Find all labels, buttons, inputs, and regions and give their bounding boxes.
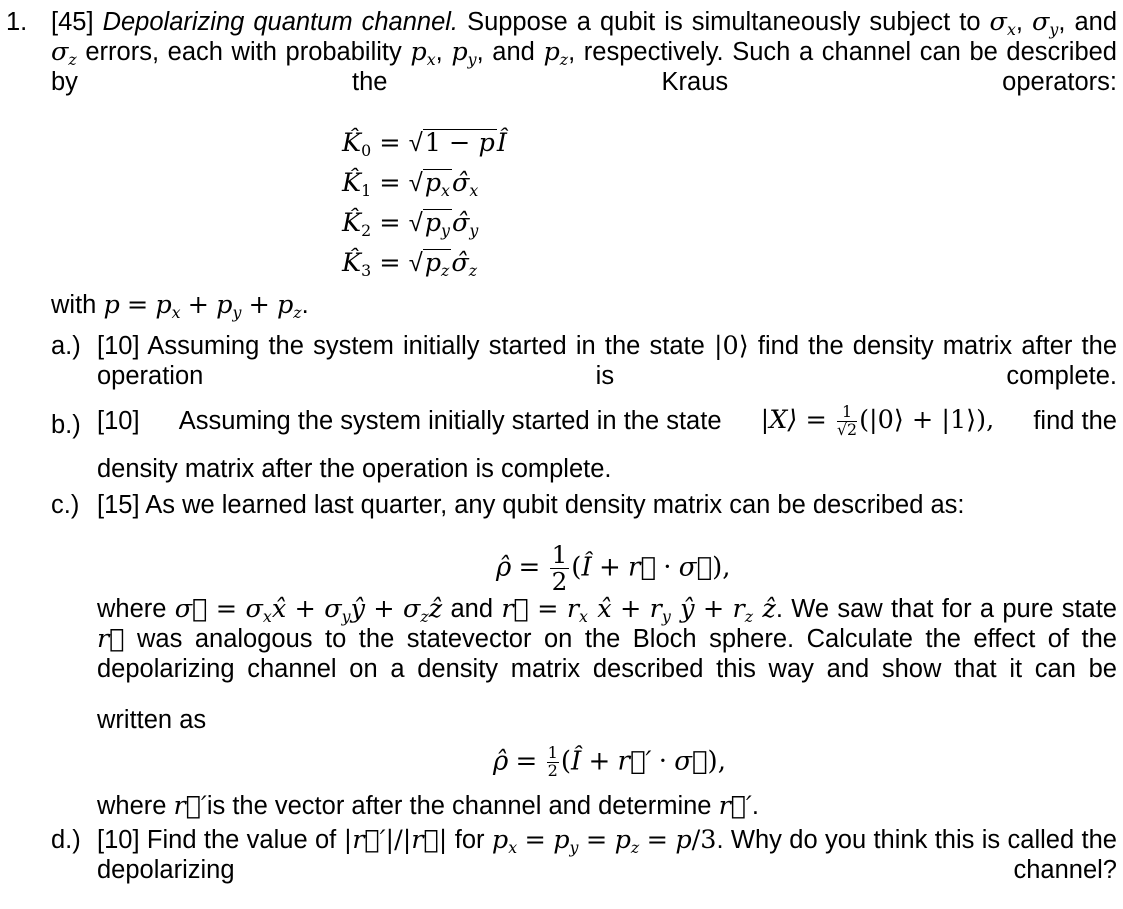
part-c-text: [15] As we learned last quarter, any qubit density matrix can be described as: bbox=[97, 491, 965, 519]
part-c-where2: where r⃗′is the vector after the channel and determine r⃗′. bbox=[97, 791, 759, 821]
problem-points: [45] bbox=[51, 8, 94, 36]
part-c-label: c.) bbox=[51, 491, 80, 519]
problem-title: Depolarizing quantum channel. bbox=[102, 8, 459, 36]
kraus-k3: $K̂_3$ = $√p_z\sigmâ_z$ bbox=[342, 248, 478, 281]
part-c-where1: where σ⃗ = $\sigma_xx̂$ + $\sigma_yŷ$ + $\sigma_zẑ$ and r⃗ = $r_x$ x̂ + $r_y$ ŷ + $r_z$ ẑ. We saw that for a pure state r⃗ was analogous to the statevector on the Bloch sphere. Calculate the effect of the depolarizing channel on a density matrix described this way and show that it can be bbox=[97, 594, 1117, 683]
part-a-label: a.) bbox=[51, 332, 81, 360]
problem-intro bbox=[51, 7, 1117, 97]
part-b-points: [10] bbox=[97, 407, 140, 436]
part-c-written-as: written as bbox=[97, 706, 207, 734]
part-a-text: [10] Assuming the system initially started in the state |0⟩ find the density matrix after the operation is complete. bbox=[97, 331, 1118, 390]
part-d-text: [10] Find the value of |r⃗′|/|r⃗| for $p_x = p_y = p_z = p/3$. Why do you think this is called the depolarizing channel? bbox=[97, 825, 1117, 884]
equation-rho-1: ρ̂ = $\frac{1}{2}$ (Î + r⃗ · σ⃗), bbox=[496, 540, 731, 596]
part-b-state: |X⟩ = $\frac{1}{√2}$ (|0⟩ + |1⟩), bbox=[760, 402, 995, 439]
part-b-prefix: Assuming the system initially started in the state bbox=[178, 407, 722, 436]
equation-rho-2: ρ̂ = $\frac{1}{2}$ (Î + r⃗′ · σ⃗), bbox=[493, 743, 726, 780]
with-p-line: with $p = p_x + p_y + p_z$. bbox=[51, 290, 309, 323]
part-b-line2: density matrix after the operation is complete. bbox=[97, 455, 612, 483]
part-b-label: b.) bbox=[51, 411, 81, 439]
kraus-k1: $K̂_1$ = $√p_x\sigmâ_x$ bbox=[342, 168, 479, 201]
part-d-label: d.) bbox=[51, 826, 81, 854]
kraus-k2: $K̂_2$ = $√p_y\sigmâ_y$ bbox=[342, 208, 479, 241]
problem-number: 1. bbox=[6, 8, 28, 36]
part-b-line1: [10] Assuming the system initially started in the state |X⟩ = $\frac{1}{√2}$ (|0⟩ + |1⟩), find the bbox=[97, 402, 1117, 439]
problem-intro-text: Suppose a qubit is simultaneously subject to $\sigma_x$, $\sigma_y$, and $\sigma_z$ errors, each with probability $p_x$, $p_y$, and $p_z$, respectively. Such a channel can be described by the Kraus operators: bbox=[51, 7, 1117, 96]
kraus-k0: $K̂_0 = √1$ − pÎ bbox=[342, 128, 507, 161]
